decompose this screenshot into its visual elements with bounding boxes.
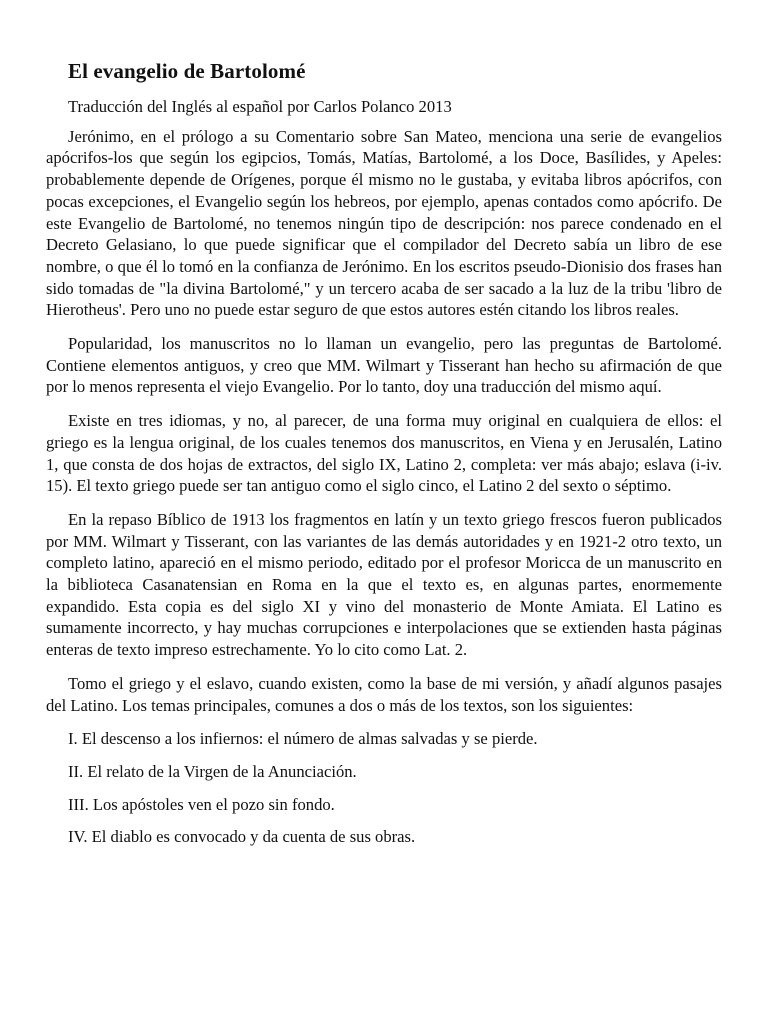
document-subtitle: Traducción del Inglés al español por Carlos Polanco 2013 (68, 97, 452, 116)
paragraph: Popularidad, los manuscritos no lo llaman un evangelio, pero las preguntas de Bartolomé. Contiene elementos antiguos, y creo que MM. Wilmart y Tisserant han hecho su afirmación de que por lo menos representa el viejo Evangelio. Por lo tanto, doy una traducción del mismo aquí. (46, 334, 722, 397)
list-item: III. Los apóstoles ven el pozo sin fondo. (68, 794, 335, 814)
paragraph: Jerónimo, en el prólogo a su Comentario sobre San Mateo, menciona una serie de evangelios apócrifos-los que según los egipcios, Tomás, Matías, Bartolomé, a los Doce, Basílides, y Apeles: probablemente depende de Orígenes, porque él mismo no le gustaba, y evitaba libros apócrifos, con pocas excepciones, el Evangelio según los hebreos, por ejemplo, apenas contados como apócrifo. De este Evangelio de Bartolomé, no tenemos ningún tipo de descripción: nos parece condenado en el Decreto Gelasiano, lo que puede significar que el compilador del Decreto sabía un libro de ese nombre, o que él lo tomó en la confianza de Jerónimo. En los escritos pseudo-Dionisio dos frases han sido tomadas de "la divina Bartolomé," y un tercero acaba de ser sacado a la luz de la tribu 'libro de Hierotheus'. Pero uno no puede estar seguro de que estos autores estén citando los libros reales. (46, 126, 722, 320)
paragraph: Existe en tres idiomas, y no, al parecer, de una forma muy original en cualquiera de ellos: el griego es la lengua original, de los cuales tenemos dos manuscritos, en Viena y en Jerusalén, Latino 1, que consta de dos hojas de extractos, del siglo IX, Latino 2, completa: ver más abajo; eslava (i-iv. 15). El texto griego puede ser tan antiguo como el siglo cinco, el Latino 2 del sexto o séptimo. (46, 411, 722, 496)
paragraph: En la repaso Bíblico de 1913 los fragmentos en latín y un texto griego frescos fueron publicados por MM. Wilmart y Tisserant, con las variantes de las demás autoridades y en 1921-2 otro texto, un completo latino, apareció en el mismo periodo, editado por el profesor Moricca de un manuscrito en la biblioteca Casanatensian en Roma en la que el texto es, en algunas partes, enormemente expandido. Esta copia es del siglo XI y vino del monasterio de Monte Amiata. El Latino es sumamente incorrecto, y hay muchas corrupciones e interpolaciones que se extienden hasta páginas enteras de texto impreso estrechamente. Yo lo cito como Lat. 2. (46, 509, 722, 660)
document-title: El evangelio de Bartolomé (68, 59, 306, 83)
list-item: IV. El diablo es convocado y da cuenta de sus obras. (68, 827, 416, 847)
paragraph: Tomo el griego y el eslavo, cuando existen, como la base de mi versión, y añadí algunos pasajes del Latino. Los temas principales, comunes a dos o más de los textos, son los siguientes: (46, 673, 722, 715)
list-item: I. El descenso a los infiernos: el número de almas salvadas y se pierde. (68, 729, 538, 749)
list-item: II. El relato de la Virgen de la Anunciación. (68, 761, 357, 781)
document-page (46, 58, 722, 859)
